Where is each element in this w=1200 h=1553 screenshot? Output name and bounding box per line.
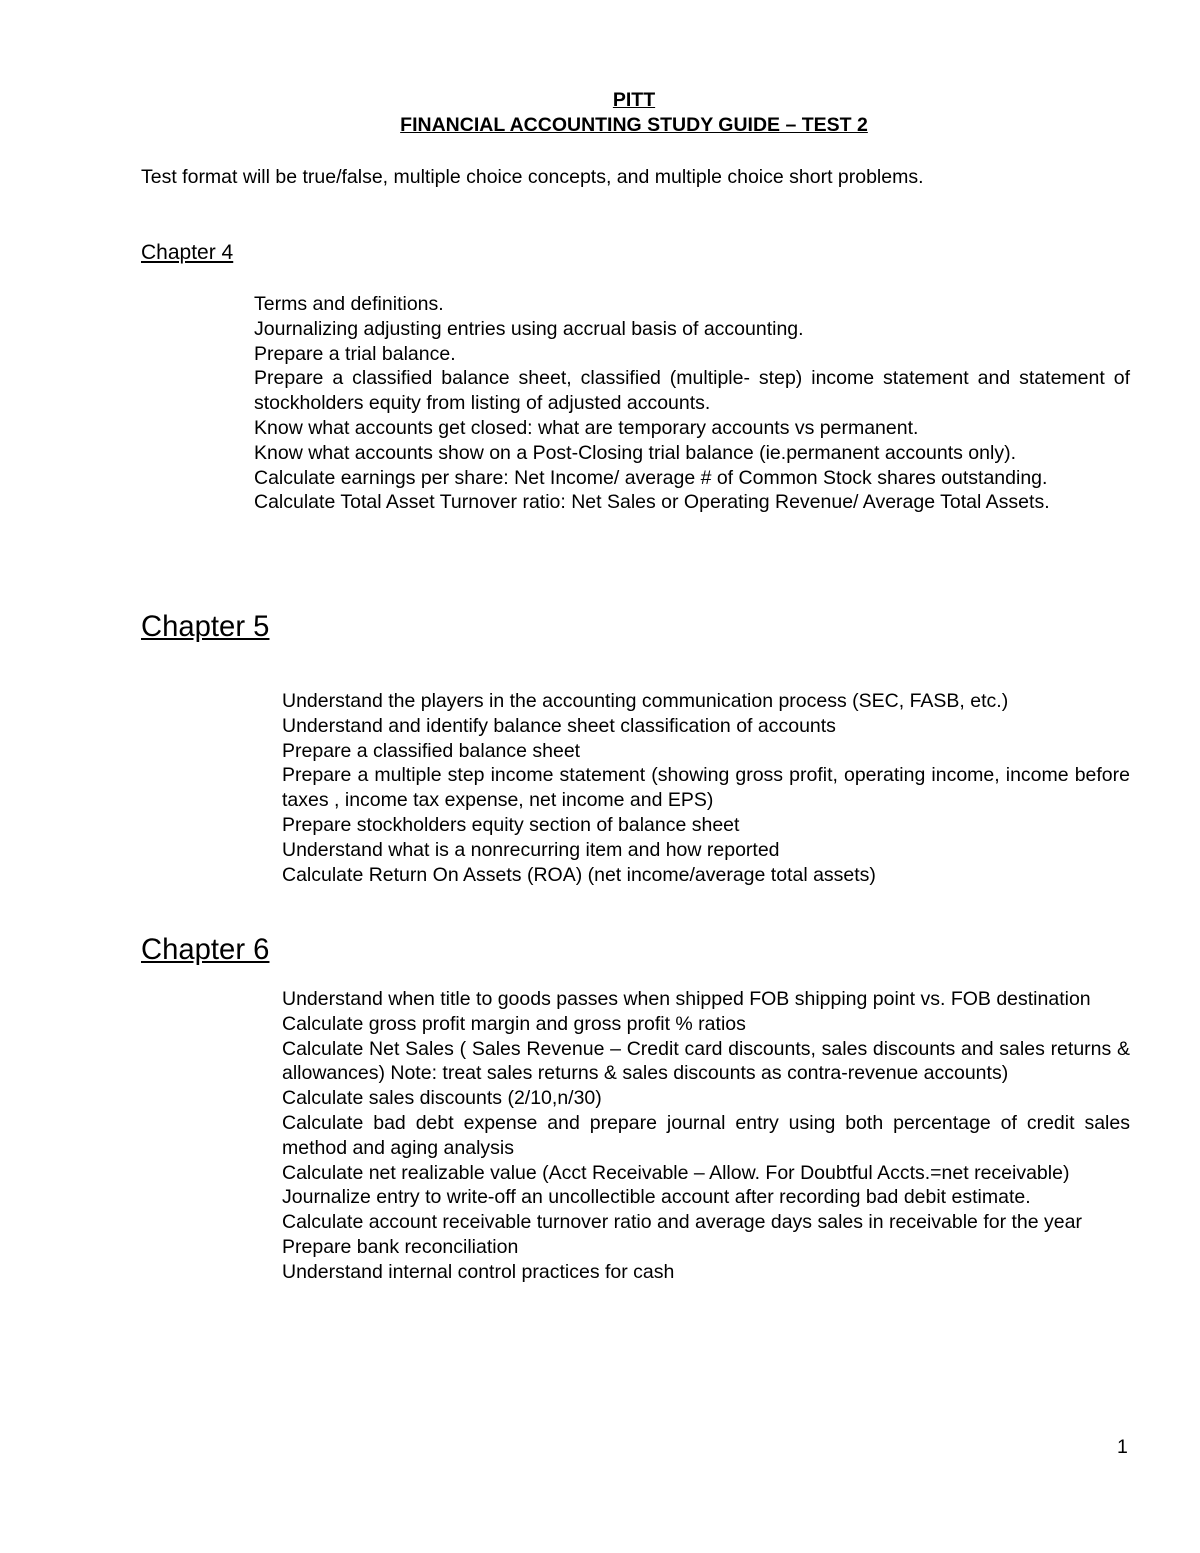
list-item: Understand when title to goods passes when shipped FOB shipping point vs. FOB destination	[282, 988, 1091, 1010]
list-item: Calculate account receivable turnover ratio and average days sales in receivable for the year	[282, 1211, 1082, 1234]
chapter-5-list	[0, 689, 1130, 887]
list-item: Journalize entry to write-off an uncollectible account after recording bad debit estimate.	[282, 1186, 1031, 1209]
chapter-6-heading: Chapter 6	[141, 934, 270, 966]
page-number: 1	[1117, 1436, 1128, 1458]
list-item: Prepare a classified balance sheet	[282, 739, 581, 762]
document-title: FINANCIAL ACCOUNTING STUDY GUIDE – TEST 2	[400, 114, 868, 136]
list-item: Understand what is a nonrecurring item and how reported	[282, 838, 780, 861]
list-item: Understand and identify balance sheet classification of accounts	[282, 714, 836, 737]
list-item: Calculate net realizable value (Acct Receivable – Allow. For Doubtful Accts.=net receivable)	[282, 1161, 1070, 1184]
list-item: Calculate gross profit margin and gross profit % ratios	[282, 1012, 746, 1035]
document-header	[0, 88, 1200, 138]
test-format-note: Test format will be true/false, multiple choice concepts, and multiple choice short problems.	[141, 166, 924, 188]
header-line-1: PITT	[612, 89, 656, 111]
list-item: Prepare stockholders equity section of balance sheet	[282, 813, 740, 836]
list-item: Calculate Total Asset Turnover ratio: Net Sales or Operating Revenue/ Average Total Assets.	[254, 491, 1050, 514]
list-item: Understand the players in the accounting communication process (SEC, FASB, etc.)	[282, 690, 1009, 712]
list-item: Calculate Net Sales ( Sales Revenue – Credit card discounts, sales discounts and sales returns & allowances) Note: treat sales returns & sales discounts as contra-revenue accounts)	[282, 1037, 1130, 1085]
chapter-4-list	[0, 292, 1130, 515]
chapter-4-heading: Chapter 4	[141, 241, 234, 264]
list-item: Calculate Return On Assets (ROA) (net income/average total assets)	[282, 863, 876, 886]
list-item: Terms and definitions.	[254, 293, 444, 315]
list-item: Calculate sales discounts (2/10,n/30)	[282, 1087, 602, 1110]
list-item: Understand internal control practices for cash	[282, 1260, 675, 1283]
list-item: Prepare bank reconciliation	[282, 1235, 519, 1258]
list-item: Prepare a classified balance sheet, classified (multiple- step) income statement and statement of stockholders equity from listing of adjusted accounts.	[254, 367, 1130, 415]
list-item: Journalizing adjusting entries using accrual basis of accounting.	[254, 317, 804, 340]
list-item: Prepare a trial balance.	[254, 342, 456, 365]
list-item: Calculate earnings per share: Net Income/ average # of Common Stock shares outstanding.	[254, 466, 1048, 489]
list-item: Know what accounts get closed: what are temporary accounts vs permanent.	[254, 416, 919, 439]
list-item: Prepare a multiple step income statement (showing gross profit, operating income, income before taxes , income tax expense, net income and EPS)	[282, 764, 1130, 812]
chapter-5-heading: Chapter 5	[141, 611, 270, 643]
list-item: Calculate bad debt expense and prepare journal entry using both percentage of credit sales method and aging analysis	[282, 1111, 1130, 1159]
chapter-6-list	[0, 987, 1130, 1285]
list-item: Know what accounts show on a Post-Closing trial balance (ie.permanent accounts only).	[254, 441, 1016, 464]
